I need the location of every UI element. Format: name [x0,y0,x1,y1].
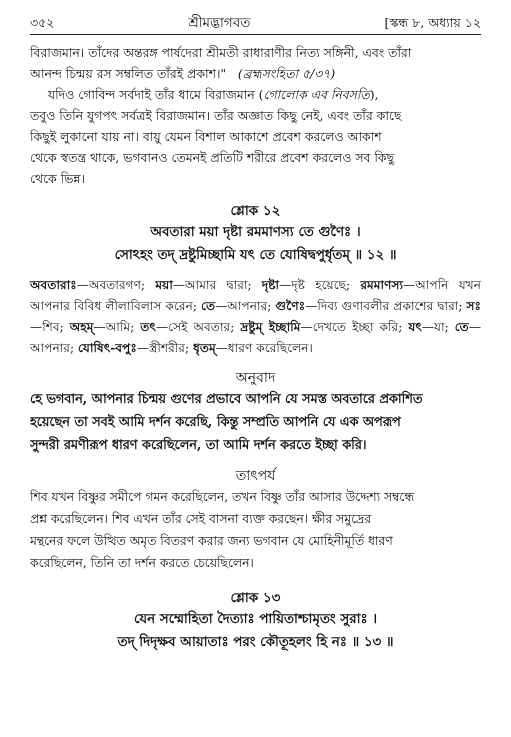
synonym-meaning: —দেখতে ইচ্ছা করি; [300,320,409,334]
synonym-word: ধৃতম্ [192,341,216,355]
synonym-word: অহম্ [69,320,94,334]
sanskrit-verse [30,608,481,654]
synonym-meaning: —আমার দ্বারা; [172,278,262,292]
sloka-heading: শ্লোক ১৩ [230,590,281,606]
book-title: শ্রীমদ্ভাগবত [188,15,251,31]
text-line: বিরাজমান। তাঁদের অন্তরঙ্গ পার্ষদেরা শ্রীমতী রাধারাণীর নিত্য সঙ্গিনী, এবং তাঁরা [30,45,412,60]
synonym-meaning: —শিব; [30,320,70,334]
purport-heading: তাৎপর্য [235,468,276,484]
text-line: থেকে ভিন্ন। [30,171,85,186]
purport-text [30,486,481,574]
synonym-word: যৎ [408,320,422,334]
synonym-meaning: —আপনার; [215,299,276,313]
word-for-word-synonyms [30,275,481,359]
synonym-word: গুণৈঃ [275,299,306,313]
synonym-meaning: —আমি; [93,320,141,334]
sanskrit-verse [30,221,481,267]
purport-paragraph [30,84,481,189]
synonym-meaning: —দিব্য গুণাবলীর প্রকাশের দ্বারা; [305,299,467,313]
verse-line: তদ্ দিদৃক্ষব আয়াতাঃ পরং কৌতূহলং হি নঃ ॥ ১৩ ॥ [117,634,394,650]
synonym-word: সঃ [466,299,481,313]
synonym-meaning: —আপনার; [30,320,481,355]
synonym-meaning: —স্ত্রীশরীর; [136,341,193,355]
text-span: ), [369,87,379,102]
verse-line: যেন সম্মোহিতা দৈত্যাঃ পায়িতাশ্চামৃতং সুরাঃ । [133,611,378,627]
synonym-word: যোষিৎ-বপুঃ [77,341,137,355]
text-line [30,63,481,84]
text-span: যদিও গোবিন্দ সর্বদাই তাঁর ধামে বিরাজমান ( [48,87,264,102]
text-line: মন্থনের ফলে উত্থিত অমৃত বিতরণ করার জন্য ভগবান যে মোহিনীমূর্তি ধারণ [30,534,393,548]
synonym-word: তৎ [140,320,156,334]
quote-end: আনন্দ চিন্ময় রস সম্বলিত তাঁরই প্রকাশ।" [30,66,227,81]
text-line: কিছুই লুকানো যায় না। বায়ু যেমন বিশাল আকাশে প্রবেশ করলেও আকাশ [30,129,382,144]
text-line: হে ভগবান, আপনার চিন্ময় গুণের প্রভাবে আপনি যে সমস্ত অবতারে প্রকাশিত [30,392,423,407]
translation-heading: অনুবাদ [235,370,276,386]
page-number: ৩৫২ [30,15,55,30]
text-line: থেকে স্বতন্ত্র থাকে, ভগবানও তেমনই প্রতিটি শরীরে প্রবেশ করলেও সব কিছু [30,150,395,165]
synonym-meaning: —আপনি যখন আপনার বিবিধ লীলাবিলাস করেন; [30,278,482,313]
translation-text [30,388,481,457]
synonym-word: দৃষ্টা [261,278,280,292]
verse-line: অবতারা ময়া দৃষ্টা রমমাণস্য তে গুণৈঃ । [150,224,361,240]
text-line: করেছিলেন, তিনি তা দর্শন করতে চেয়েছিলেন। [30,556,254,570]
synonym-word: তে [454,320,469,334]
text-line: হয়েছেন তা সবই আমি দর্শন করেছি, কিন্তু সম্প্রতি আপনি যে এক অপরূপ [30,415,401,430]
synonym-meaning: —যা; [421,320,455,334]
text-line: শিব যখন বিষ্ণুর সমীপে গমন করেছিলেন, তখন বিষ্ণু তাঁর আসার উদ্দেশ্য সম্বন্ধে [30,490,415,504]
synonym-meaning: —ধারণ করেছিলেন। [215,341,313,355]
sloka-heading: শ্লোক ১২ [230,203,281,219]
text-line: তবুও তিনি যুগপৎ সর্বত্রই বিরাজমান। তাঁর অজ্ঞাত কিছু নেই, এবং তাঁর কাছে [30,108,402,123]
scripture-quote: গোলোক এব নিবসতি [263,87,370,102]
verse-line: সোঽহং তদ্ দ্রষ্টুমিচ্ছামি যৎ তে যোষিদ্বপুর্ধৃতম্ ॥ ১২ ॥ [114,247,397,263]
synonym-word: অবতারাঃ [30,278,77,292]
synonym-meaning: —সেই অবতার; [155,320,241,334]
chapter-reference: [স্কন্ধ ৮, অধ্যায় ১২ [384,15,481,30]
scripture-reference: (ব্রহ্মসংহিতা ৫/৩৭) [237,66,336,81]
synonym-word: দ্রষ্টুম্ ইচ্ছামি [240,320,301,334]
synonym-meaning: —দৃষ্ট হয়েছে; [279,278,361,292]
page-header [30,12,481,35]
synonym-word: রমমাণস্য [360,278,404,292]
continuation-paragraph [30,42,481,84]
synonym-meaning: —অবতারগণ; [76,278,156,292]
synonym-word: ময়া [155,278,173,292]
text-line: প্রশ্ন করেছিলেন। শিব এখন তাঁর সেই বাসনা ব্যক্ত করছেন। ক্ষীর সমুদ্রের [30,512,371,526]
text-line [30,84,481,105]
text-line: সুন্দরী রমণীরূপ ধারণ করেছিলেন, তা আমি দর্শন করতে ইচ্ছা করি। [30,438,367,453]
synonym-word: তে [201,299,216,313]
